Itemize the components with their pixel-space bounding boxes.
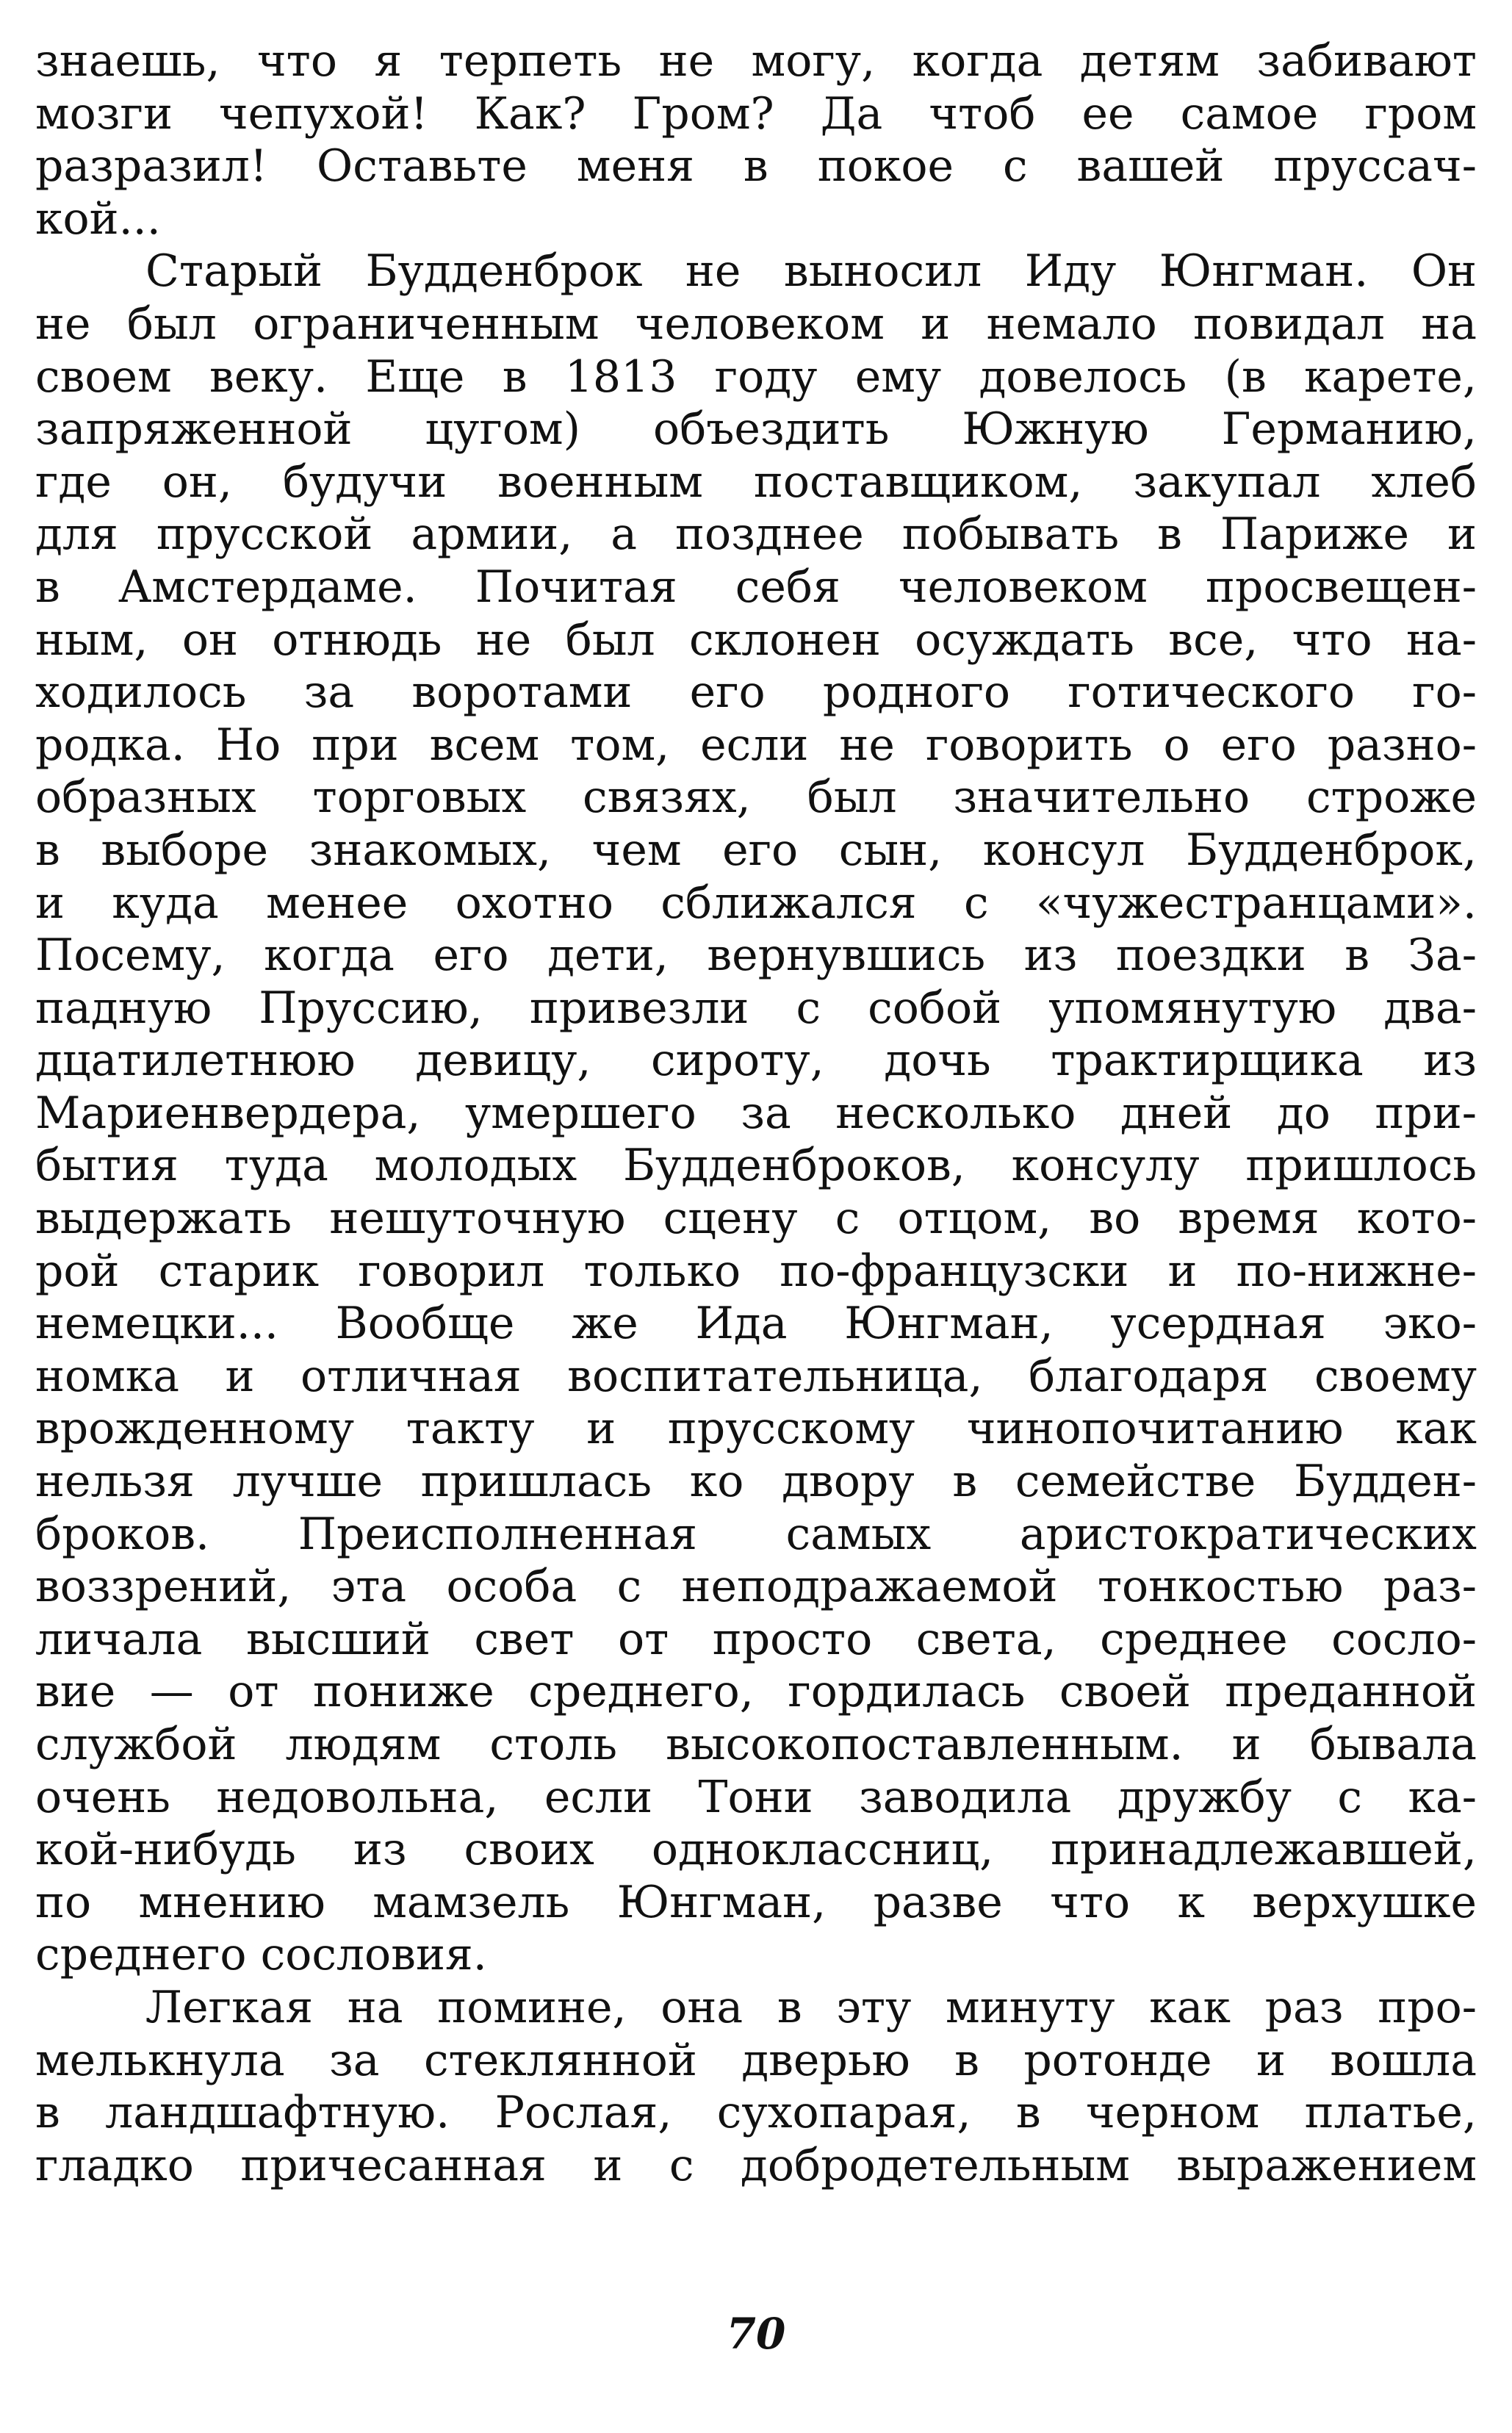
text-line: Мариенвердера, умершего за несколько дней до при- xyxy=(35,1087,1477,1139)
text-line: среднего сословия. xyxy=(35,1929,487,1981)
text-line: разразил! Оставьте меня в покое с вашей пруссач- xyxy=(35,140,1477,193)
text-line: вие — от пониже среднего, гордилась своей преданной xyxy=(35,1666,1477,1718)
text-line: для прусской армии, а позднее побывать в Париже и xyxy=(35,508,1477,561)
text-line: в ландшафтную. Рослая, сухопарая, в черном платье, xyxy=(35,2087,1477,2139)
body-text xyxy=(35,35,1477,2192)
text-line: нельзя лучше пришлась ко двору в семействе Будден- xyxy=(35,1456,1477,1508)
text-line: падную Пруссию, привезли с собой упомянутую два- xyxy=(35,982,1477,1034)
text-line: очень недовольна, если Тони заводила дружбу с ка- xyxy=(35,1771,1477,1823)
text-line: дцатилетнюю девицу, сироту, дочь трактирщика из xyxy=(35,1035,1477,1087)
text-line: в выборе знакомых, чем его сын, консул Будденброк, xyxy=(35,824,1477,876)
text-line: своем веку. Еще в 1813 году ему довелось (в карете, xyxy=(35,351,1477,403)
text-line: в Амстердаме. Почитая себя человеком просвещен- xyxy=(35,561,1477,613)
text-line: знаешь, что я терпеть не могу, когда детям забивают xyxy=(35,35,1477,87)
text-line: ходилось за воротами его родного готического го- xyxy=(35,666,1477,719)
text-line: врожденному такту и прусскому чинопочитанию как xyxy=(35,1403,1477,1455)
text-line: где он, будучи военным поставщиком, закупал хлеб xyxy=(35,456,1477,508)
text-line: не был ограниченным человеком и немало повидал на xyxy=(35,298,1477,350)
paragraph-first-line: Старый Будденброк не выносил Иду Юнгман. Он xyxy=(145,245,1477,298)
text-line: ным, он отнюдь не был склонен осуждать все, что на- xyxy=(35,614,1477,666)
text-line: по мнению мамзель Юнгман, разве что к верхушке xyxy=(35,1876,1477,1928)
text-line: рой старик говорил только по-французски и по-нижне- xyxy=(35,1245,1477,1297)
text-line: и куда менее охотно сближался с «чужестранцами». xyxy=(35,877,1477,929)
text-line: мелькнула за стеклянной дверью в ротонде и вошла xyxy=(35,2034,1477,2086)
paragraph-first-line: Легкая на помине, она в эту минуту как раз про- xyxy=(145,1981,1477,2033)
text-line: запряженной цугом) объездить Южную Германию, xyxy=(35,403,1477,456)
text-line: бытия туда молодых Будденброков, консулу пришлось xyxy=(35,1140,1477,1192)
text-line: гладко причесанная и с добродетельным выражением xyxy=(35,2139,1477,2191)
text-line: образных торговых связях, был значительно строже xyxy=(35,772,1477,824)
text-line: воззрений, эта особа с неподражаемой тонкостью раз- xyxy=(35,1561,1477,1613)
text-line: личала высший свет от просто света, среднее сосло- xyxy=(35,1613,1477,1665)
text-line: мозги чепухой! Как? Гром? Да чтоб ее самое гром xyxy=(35,87,1477,140)
text-line: службой людям столь высокопоставленным. и бывала xyxy=(35,1719,1477,1770)
text-line: Посему, когда его дети, вернувшись из поездки в За- xyxy=(35,930,1477,982)
page-number: 70 xyxy=(726,2309,786,2359)
text-line: броков. Преисполненная самых аристократических xyxy=(35,1508,1477,1560)
text-line: немецки... Вообще же Ида Юнгман, усердная эко- xyxy=(35,1298,1477,1350)
text-line: кой-нибудь из своих одноклассниц, принадлежавшей, xyxy=(35,1824,1477,1876)
text-line: кой... xyxy=(35,193,161,245)
text-line: номка и отличная воспитательница, благодаря своему xyxy=(35,1350,1477,1402)
text-line: выдержать нешуточную сцену с отцом, во время кото- xyxy=(35,1193,1477,1245)
text-line: родка. Но при всем том, если не говорить о его разно- xyxy=(35,719,1477,771)
